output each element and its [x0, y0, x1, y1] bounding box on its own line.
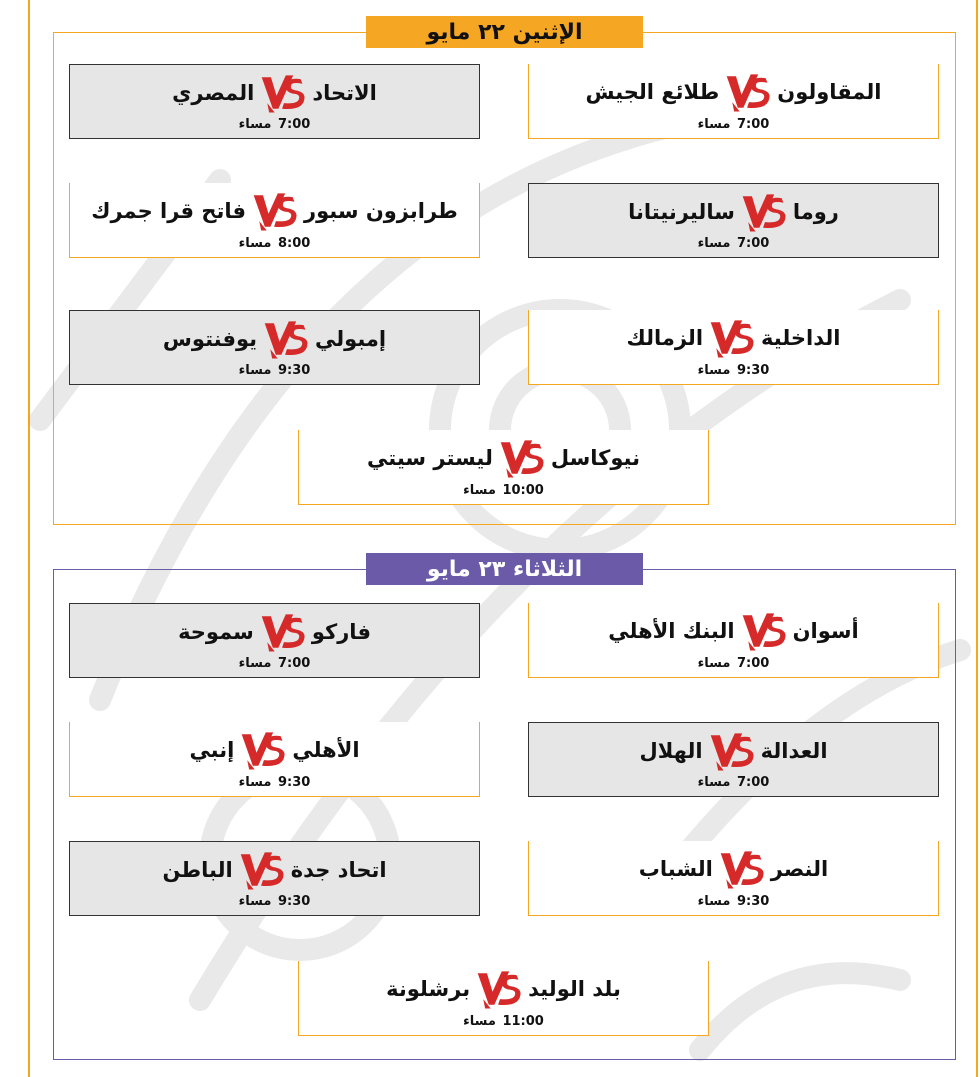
home-team: العدالة [760, 739, 828, 763]
match-time [70, 656, 479, 671]
time-value: 7:00 [278, 117, 311, 132]
time-period: مساء [697, 775, 731, 790]
time-period: مساء [238, 236, 272, 251]
away-team: الزمالك [626, 326, 704, 350]
home-team: أسوان [792, 619, 859, 643]
time-value: 9:30 [278, 894, 311, 909]
time-period: مساء [697, 363, 731, 378]
match-card [528, 603, 939, 678]
time-value: 7:00 [737, 775, 770, 790]
match-teams [70, 319, 479, 359]
time-value: 7:00 [737, 236, 770, 251]
match-teams [529, 731, 938, 771]
match-time [529, 775, 938, 790]
match-teams [529, 849, 938, 889]
home-team: الاتحاد [312, 81, 377, 105]
away-team: البنك الأهلي [608, 619, 735, 643]
vs-icon [723, 70, 773, 114]
match-card [298, 430, 709, 505]
day-header: الثلاثاء ٢٣ مايو [366, 553, 643, 585]
match-time [529, 656, 938, 671]
time-value: 7:00 [737, 656, 770, 671]
away-team: سموحة [178, 620, 254, 644]
time-period: مساء [697, 236, 731, 251]
away-team: الهلال [639, 739, 703, 763]
match-card [69, 841, 480, 916]
vs-icon [707, 729, 757, 773]
time-period: مساء [238, 775, 272, 790]
home-team: بلد الوليد [528, 977, 621, 1001]
home-team: طرابزون سبور [304, 199, 458, 223]
match-time [529, 236, 938, 251]
away-team: الشباب [638, 857, 713, 881]
vs-icon [261, 317, 311, 361]
vs-icon [739, 609, 789, 653]
match-card [298, 961, 709, 1036]
time-period: مساء [697, 117, 731, 132]
home-team: الأهلي [292, 738, 360, 762]
away-team: يوفنتوس [162, 327, 258, 351]
match-card [69, 310, 480, 385]
match-card [69, 722, 480, 797]
time-period: مساء [697, 656, 731, 671]
time-period: مساء [238, 894, 272, 909]
vs-icon [250, 189, 300, 233]
time-value: 9:30 [737, 894, 770, 909]
day-header: الإثنين ٢٢ مايو [366, 16, 643, 48]
match-time [70, 775, 479, 790]
home-team: فاركو [311, 620, 371, 644]
time-period: مساء [697, 894, 731, 909]
match-teams [70, 191, 479, 231]
match-card [69, 603, 480, 678]
time-period: مساء [238, 117, 272, 132]
match-teams [299, 969, 708, 1009]
time-period: مساء [238, 363, 272, 378]
match-time [70, 894, 479, 909]
home-team: نيوكاسل [550, 446, 640, 470]
home-team: روما [792, 200, 839, 224]
away-team: إنبي [189, 738, 235, 762]
match-card [528, 310, 939, 385]
match-teams [70, 612, 479, 652]
vs-icon [707, 316, 757, 360]
match-card [528, 183, 939, 258]
match-card [69, 183, 480, 258]
time-value: 11:00 [502, 1014, 544, 1029]
time-value: 7:00 [278, 656, 311, 671]
vs-icon [258, 71, 308, 115]
time-value: 8:00 [278, 236, 311, 251]
vs-icon [237, 848, 287, 892]
time-value: 10:00 [502, 483, 544, 498]
home-team: إمبولي [315, 327, 387, 351]
match-card [528, 64, 939, 139]
match-card [528, 841, 939, 916]
match-teams [70, 850, 479, 890]
vs-icon [739, 190, 789, 234]
away-team: الباطن [162, 858, 233, 882]
match-teams [70, 730, 479, 770]
time-period: مساء [238, 656, 272, 671]
vs-icon [258, 610, 308, 654]
match-time [70, 117, 479, 132]
match-teams [70, 73, 479, 113]
match-teams [299, 438, 708, 478]
away-team: طلائع الجيش [585, 80, 720, 104]
time-period: مساء [463, 1014, 496, 1029]
time-value: 9:30 [278, 775, 311, 790]
match-time [299, 483, 708, 498]
match-teams [529, 72, 938, 112]
home-team: المقاولون [777, 80, 882, 104]
match-teams [529, 192, 938, 232]
home-team: اتحاد جدة [290, 858, 387, 882]
time-value: 7:00 [737, 117, 770, 132]
away-team: برشلونة [386, 977, 471, 1001]
time-period: مساء [463, 483, 496, 498]
match-teams [529, 318, 938, 358]
time-value: 9:30 [737, 363, 770, 378]
match-time [70, 363, 479, 378]
vs-icon [474, 967, 524, 1011]
vs-icon [497, 436, 547, 480]
time-value: 9:30 [278, 363, 311, 378]
away-team: فاتح قرا جمرك [91, 199, 247, 223]
match-time [70, 236, 479, 251]
home-team: النصر [770, 857, 829, 881]
match-time [529, 117, 938, 132]
match-teams [529, 611, 938, 651]
away-team: ليستر سيتي [367, 446, 493, 470]
match-time [529, 363, 938, 378]
match-time [299, 1014, 708, 1029]
vs-icon [238, 728, 288, 772]
away-team: ساليرنيتانا [628, 200, 735, 224]
match-card [528, 722, 939, 797]
away-team: المصري [172, 81, 255, 105]
match-card [69, 64, 480, 139]
vs-icon [717, 847, 767, 891]
home-team: الداخلية [761, 326, 841, 350]
match-time [529, 894, 938, 909]
